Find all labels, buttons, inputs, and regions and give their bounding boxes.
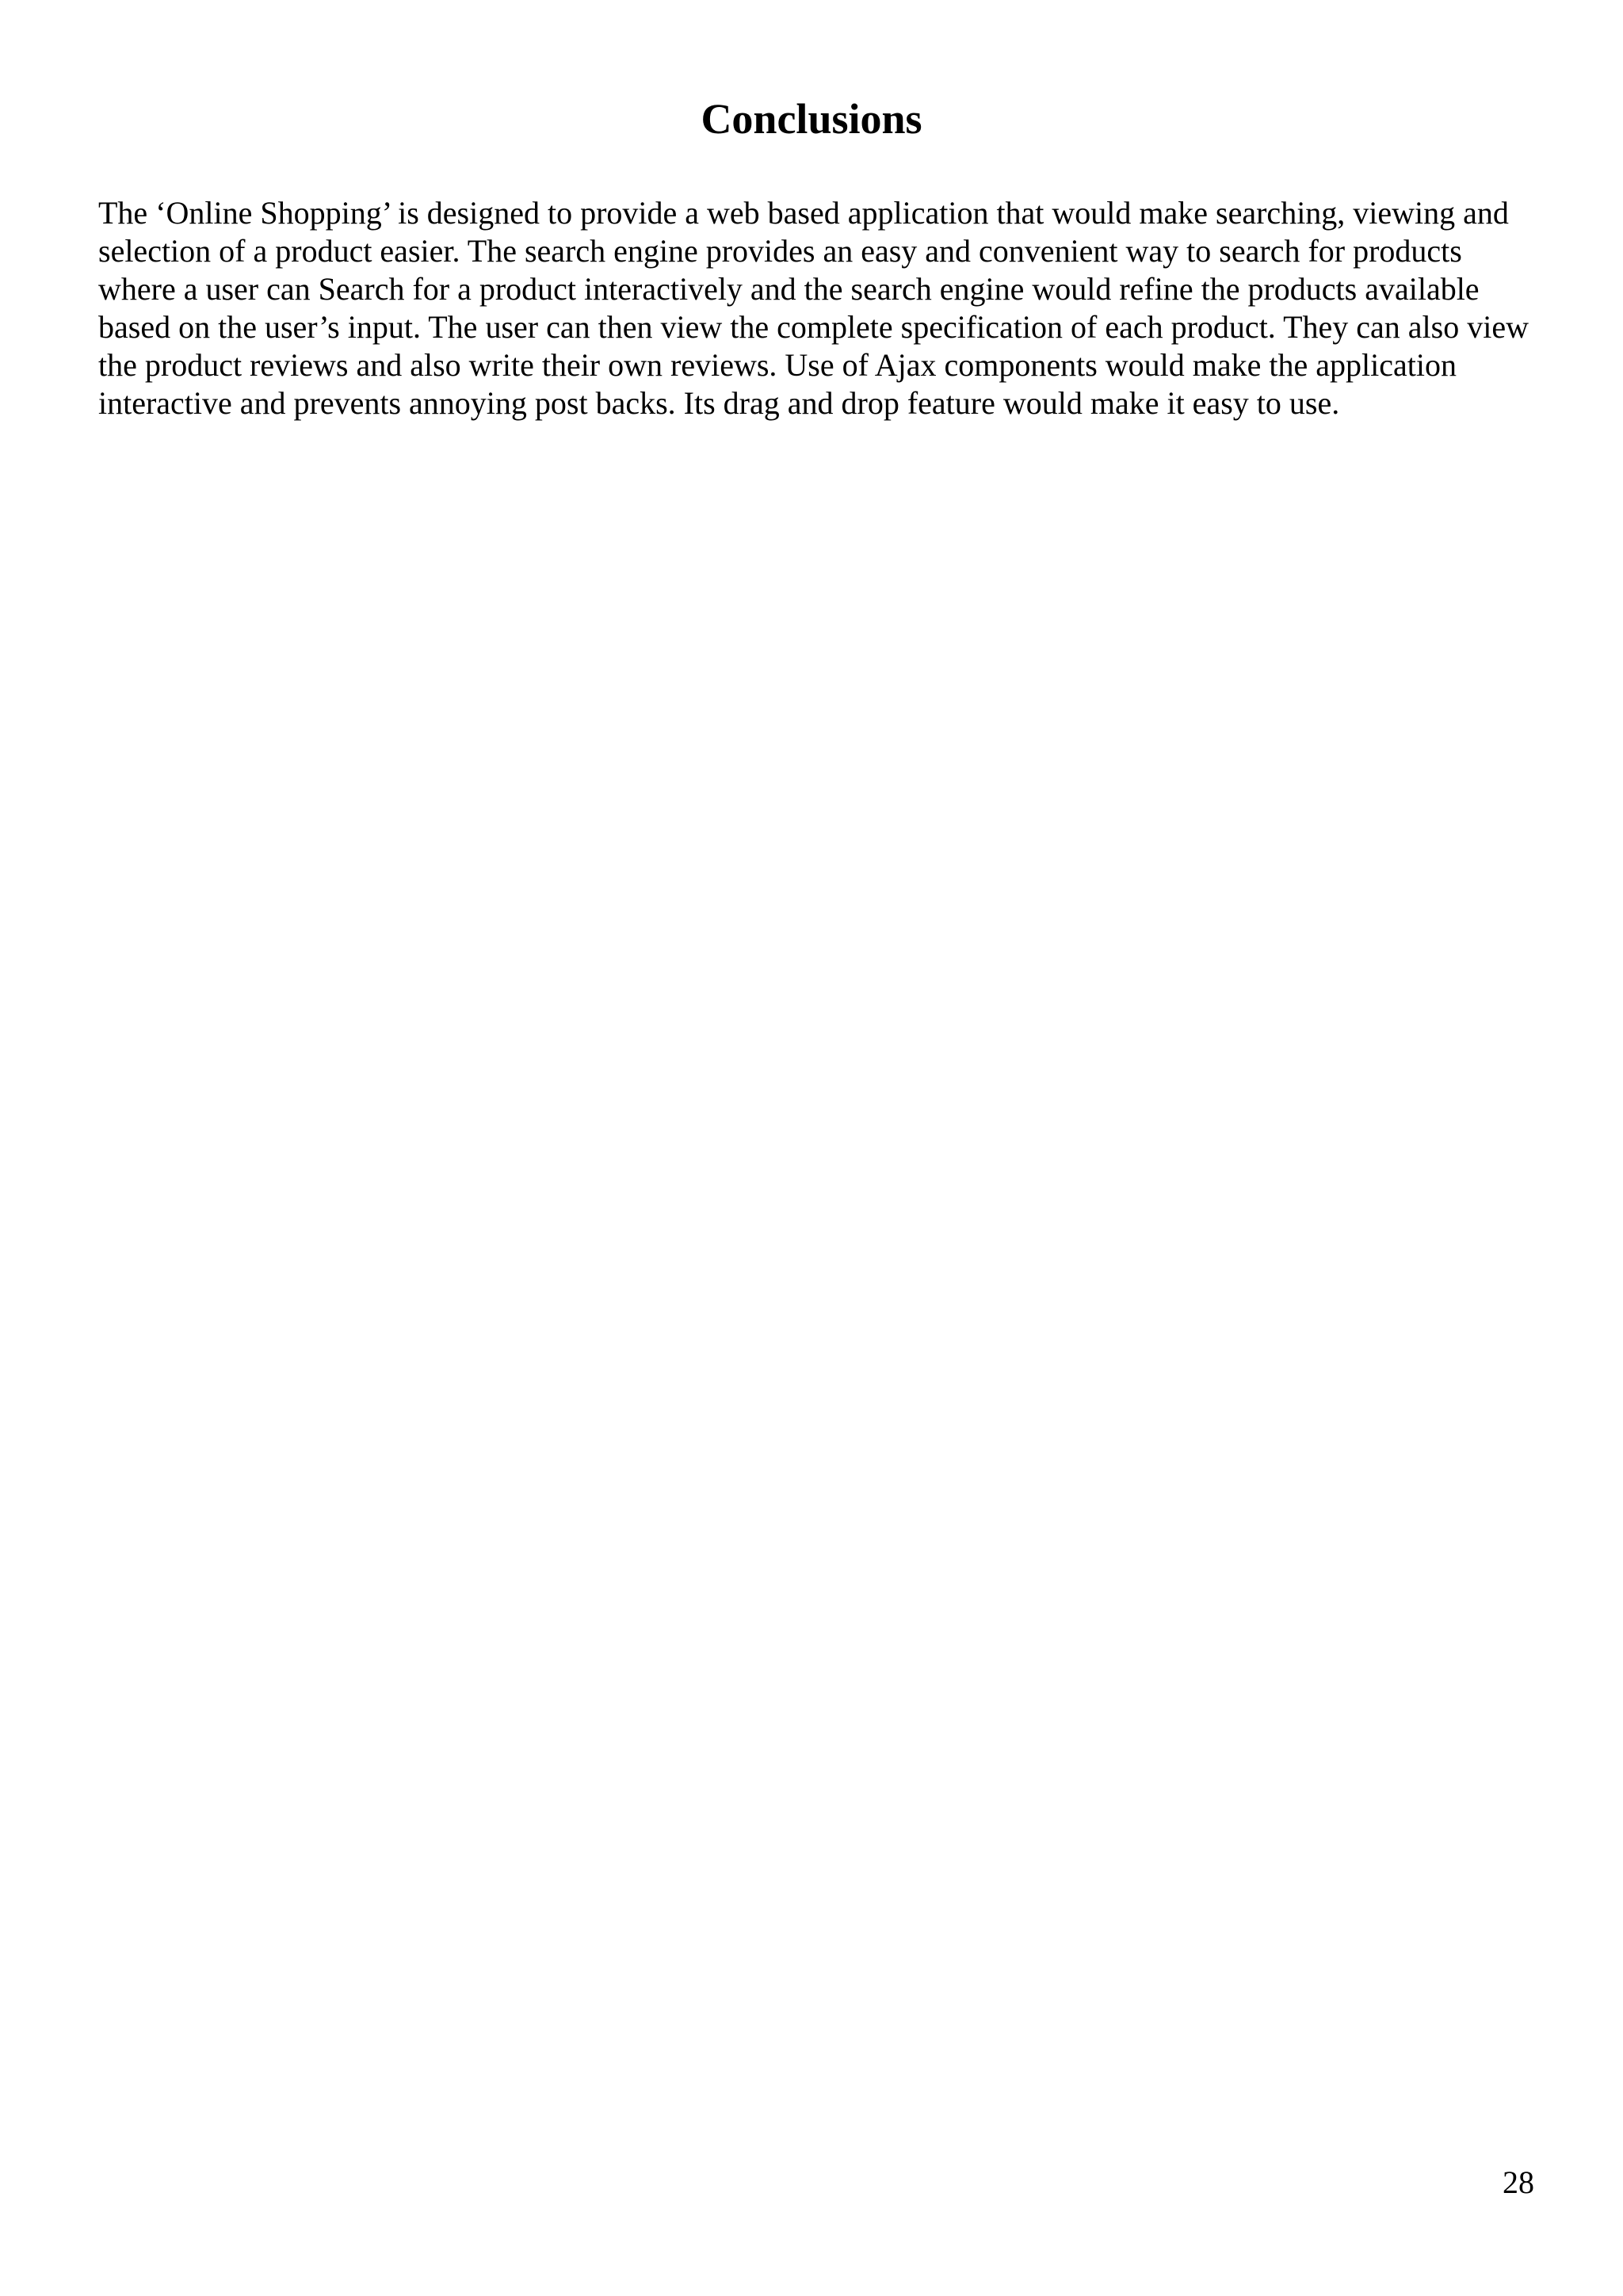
page-title: Conclusions <box>701 95 922 143</box>
page-number: 28 <box>1503 2164 1534 2200</box>
conclusion-paragraph: The ‘Online Shopping’ is designed to provide a web based application that would make searching, viewing and selection of a product easier. The search engine provides an easy and convenient way to search for products where a user can Search for a product interactively and the search engine would refine the products available based on the user’s input. The user can then view the complete specification of each product. They can also view the product reviews and also write their own reviews. Use of Ajax components would make the application interactive and prevents annoying post backs. Its drag and drop feature would make it easy to use. <box>98 195 1529 421</box>
